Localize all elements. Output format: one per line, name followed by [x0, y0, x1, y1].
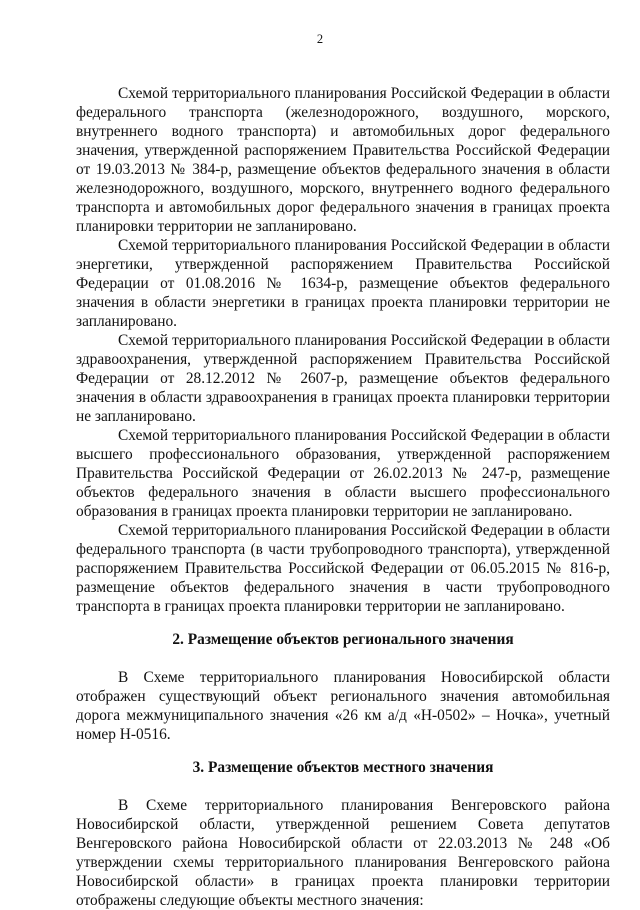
document-body — [76, 84, 610, 910]
section-3-heading: 3. Размещение объектов местного значения — [192, 759, 494, 776]
healthcare-paragraph: Схемой территориального планирования Российской Федерации в области здравоохранения, утвержденной распоряжением Правительства Российской Федерации от 28.12.2012 № 2607-р, размещение объектов федерального значения в области здравоохранения в границах проекта планировки территории не запланировано. — [76, 332, 610, 425]
higher-education-paragraph: Схемой территориального планирования Российской Федерации в области высшего профессионального образования, утвержденной распоряжением Правительства Российской Федерации от 26.02.2013 № 247-р, размещение объектов федерального значения в области высшего профессионального образования в границах проекта планировки территории не запланировано. — [76, 427, 610, 520]
spacer — [76, 616, 610, 630]
spacer — [76, 744, 610, 758]
spacer — [76, 777, 610, 796]
energy-paragraph: Схемой территориального планирования Российской Федерации в области энергетики, утвержденной распоряжением Правительства Российской Федерации от 01.08.2016 № 1634-р, размещение объектов федерального значения в области энергетики в границах проекта планировки территории не запланировано. — [76, 237, 610, 330]
pipeline-transport-paragraph: Схемой территориального планирования Российской Федерации в области федерального транспорта (в части трубопроводного транспорта), утвержденной распоряжением Правительства Российской Федерации от 06.05.2015 № 816-р, размещение объектов федерального значения в части трубопроводного транспорта в границах проекта планировки территории не запланировано. — [76, 522, 610, 615]
section-3-paragraph: В Схеме территориального планирования Венгеровского района Новосибирской области, утвержденной решением Совета депутатов Венгеровского района Новосибирской области от 22.03.2013 № 248 «Об утверждении схемы территориального планирования Венгеровского района Новосибирской области» в границах проекта планировки территории отображены следующие объекты местного значения: — [76, 797, 610, 909]
section-2-heading: 2. Размещение объектов регионального значения — [172, 631, 514, 648]
page-number: 2 — [316, 32, 324, 46]
section-2-paragraph: В Схеме территориального планирования Новосибирской области отображен существующий объект регионального значения автомобильная дорога межмуниципального значения «26 км а/д «Н-0502» – Ночка», учетный номер Н-0516. — [76, 669, 610, 743]
federal-transport-paragraph: Схемой территориального планирования Российской Федерации в области федерального транспорта (железнодорожного, воздушного, морского, внутреннего водного транспорта) и автомобильных дорог федерального значения, утвержденной распоряжением Правительства Российской Федерации от 19.03.2013 № 384-р, размещение объектов федерального значения в области железнодорожного, воздушного, морского, внутреннего водного федерального транспорта и автомобильных дорог федерального значения в границах проекта планировки территории не запланировано. — [76, 85, 610, 235]
spacer — [76, 649, 610, 668]
